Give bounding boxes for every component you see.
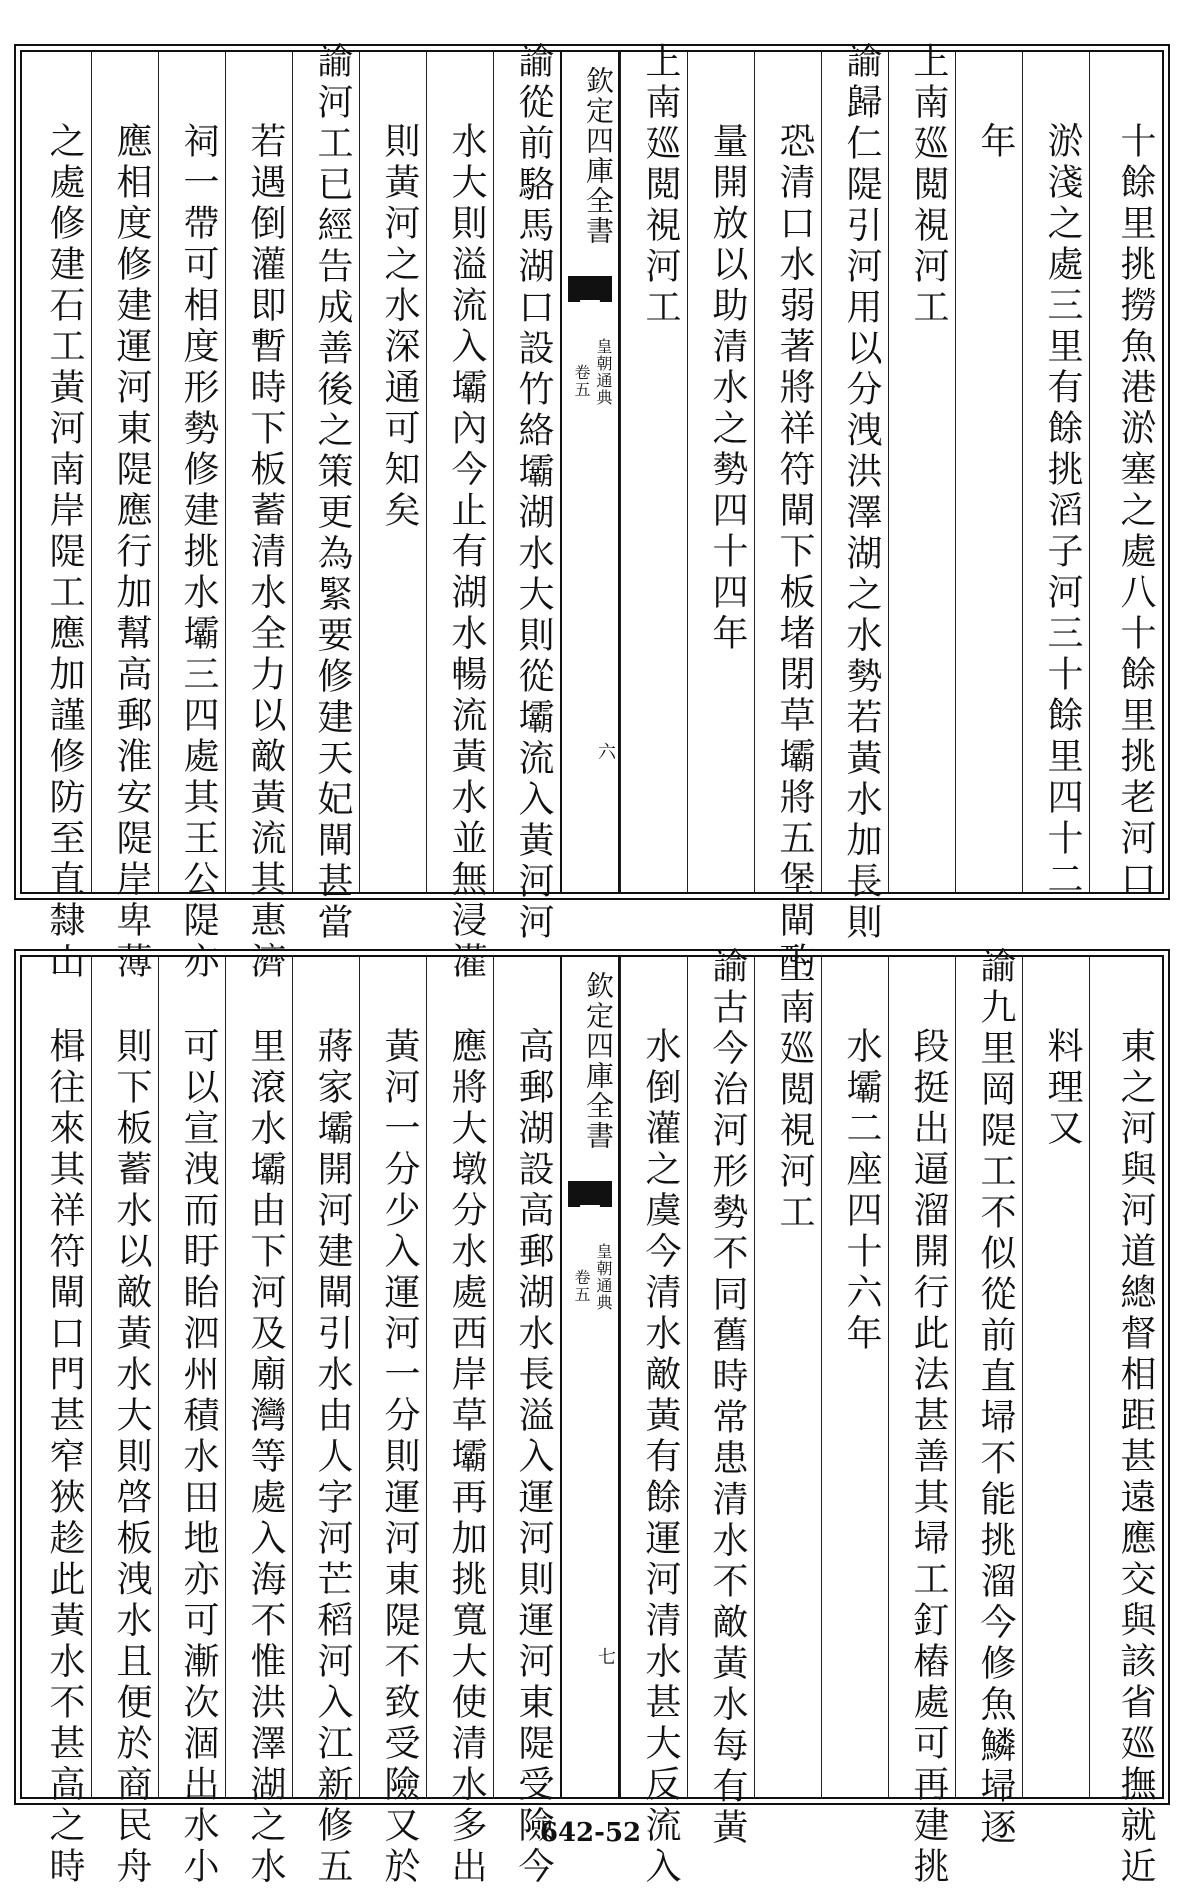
text-column [821,957,888,1797]
gutter-title: 欽定四庫全書 [582,971,615,1151]
column-text: 則下板蓄水以敵黃水大則啓板洩水且便於商民舟 [111,1027,152,1888]
text-column [292,42,359,944]
column-text: 諭河工已經告成善後之策更為緊要修建天妃閘甚當 [312,42,353,944]
column-text: 料理又 [1042,1027,1083,1150]
column-text: 上南廵閲視河工 [908,42,949,329]
text-column [426,52,493,983]
column-text: 段挺出逼溜開行此法甚善其埽工釘樁處可再建挑 [908,1027,949,1888]
text-column [426,957,493,1888]
fish-tail-mark-icon [568,276,612,302]
text-column [1089,957,1162,1888]
column-text: 十餘里挑撈魚港淤塞之處八十餘里挑老河口 [1115,122,1156,901]
column-text: 年 [975,122,1016,163]
text-column [91,52,158,983]
text-column [687,947,754,1849]
text-column [1022,52,1089,901]
text-column [1022,957,1089,1797]
top-page [0,10,1181,983]
column-text: 應相度修建運河東隄應行加幫高郵淮安隄岸卑薄 [111,122,152,983]
text-column [158,52,225,983]
text-column [620,957,687,1888]
column-text: 則黃河之水深通可知矣 [379,122,420,532]
text-column [1089,52,1162,901]
column-text: 高郵湖設高郵湖水長溢入運河則運河東隄受險今 [513,1027,554,1888]
gutter-title: 欽定四庫全書 [582,66,615,246]
text-column [22,957,91,1888]
column-text: 恐清口水弱著將祥符閘下板堵閉草壩將五堡閘酌 [774,122,815,983]
text-column [955,947,1022,1849]
gutter-band [560,957,620,1797]
column-text: 淤淺之處三里有餘挑滔子河三十餘里四十二 [1042,122,1083,901]
column-text: 楫往來其祥符閘口門甚窄狹趁此黃水不甚高之時 [44,1027,85,1888]
text-column [493,42,560,944]
page-reference: 642-52 [539,1818,642,1848]
gutter-page-number: 七 [595,1647,616,1665]
column-text: 東之河與河道總督相距甚遠應交與該省廵撫就近 [1115,1027,1156,1888]
column-text: 水大則溢流入壩內今止有湖水暢流黃水並無浸灌 [446,122,487,983]
gutter-volume: 卷五 [572,364,591,398]
column-text: 可以宣洩而盱眙泗州積水田地亦可漸次涸出水小 [178,1027,219,1888]
column-text: 水壩二座四十六年 [841,1027,882,1355]
column-text: 若遇倒灌即暫時下板蓄清水全力以敵黃流其惠濟 [245,122,286,983]
column-text: 之處修建石工黃河南岸隄工應加謹修防至直隸山 [44,122,85,983]
text-column [821,42,888,944]
text-column [687,52,754,892]
column-text: 諭九里岡隄工不似從前直埽不能挑溜今修魚鱗埽逐 [975,947,1016,1849]
text-column [225,957,292,1888]
text-column [359,52,426,892]
column-text: 量開放以助清水之勢四十四年 [707,122,748,655]
text-column [888,957,955,1888]
column-text: 水倒灌之虞今清水敵黃有餘運河清水甚大反流入 [640,1027,681,1888]
gutter-book-title: 皇朝通典 [594,338,613,406]
gutter-band [560,52,620,892]
gutter-volume: 卷五 [572,1269,591,1303]
text-column [754,52,821,983]
text-column [225,52,292,983]
text-column [754,947,821,1797]
top-frame [20,42,1164,983]
gutter-book-title: 皇朝通典 [594,1243,613,1311]
text-column [22,52,91,983]
text-column [292,957,359,1888]
column-text: 上南廵閲視河工 [640,42,681,329]
text-column [888,42,955,892]
column-text: 諭從前駱馬湖口設竹絡壩湖水大則從壩流入黃河河 [513,42,554,944]
fish-tail-mark-icon [568,1181,612,1207]
column-text: 應將大墩分水處西岸草壩再加挑寬大使清水多出 [446,1027,487,1888]
text-column [493,957,560,1888]
text-column [955,52,1022,892]
text-column [620,42,687,892]
text-column [359,957,426,1888]
column-text: 蔣家壩開河建閘引水由人字河芒稻河入江新修五 [312,1027,353,1888]
column-text: 黃河一分少入運河一分則運河東隄不致受險又於 [379,1027,420,1888]
column-text: 里滾水壩由下河及廟灣等處入海不惟洪澤湖之水 [245,1027,286,1888]
column-text: 上南廵閲視河工 [774,947,815,1234]
column-text: 諭歸仁隄引河用以分洩洪澤湖之水勢若黃水加長則 [841,42,882,944]
text-column [91,957,158,1888]
column-text: 祠一帶可相度形勢修建挑水壩三四處其王公隄亦 [178,122,219,983]
text-column [158,957,225,1888]
gutter-page-number: 六 [595,742,616,760]
column-text: 諭古今治河形勢不同舊時常患清水不敵黃水每有黃 [707,947,748,1849]
